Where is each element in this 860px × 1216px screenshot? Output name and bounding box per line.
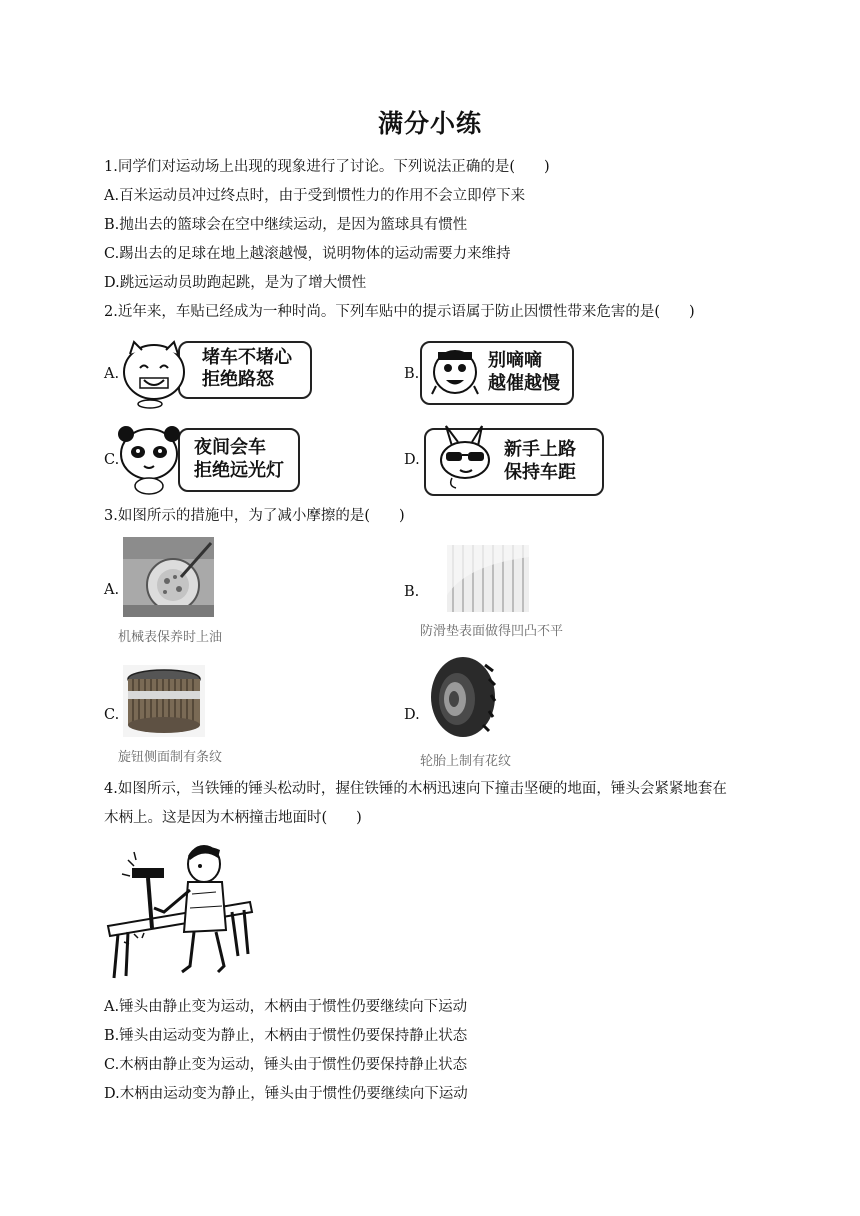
q3-caption-a: 机械表保养时上油	[118, 630, 223, 645]
q4-option-d: D.木柄由运动变为静止，锤头由于惯性仍要继续向下运动	[104, 1086, 468, 1102]
q3-option-a-label: A.	[104, 582, 120, 598]
cat-face-icon	[118, 336, 188, 410]
cartoon-face-icon	[428, 346, 484, 398]
q2-sticker-d-line1: 新手上路	[504, 439, 576, 460]
q2-stem: 2.近年来，车贴已经成为一种时尚。下列车贴中的提示语属于防止因惯性带来危害的是( )	[104, 304, 695, 320]
knob-photo	[123, 665, 205, 737]
q2-sticker-c	[178, 428, 300, 492]
q4-option-a: A.锤头由静止变为运动，木柄由于惯性仍要继续向下运动	[104, 999, 468, 1015]
q1-option-d: D.跳远运动员助跑起跳，是为了增大惯性	[104, 275, 367, 291]
q2-option-a-label: A.	[104, 366, 120, 382]
q2-sticker-c-line1: 夜间会车	[194, 437, 266, 458]
anti-slip-mat-photo	[447, 545, 529, 612]
q2-sticker-d-line2: 保持车距	[504, 462, 576, 483]
q3-stem: 3.如图所示的措施中，为了减小摩擦的是( )	[104, 508, 405, 524]
q4-option-c: C.木柄由静止变为运动，锤头由于惯性仍要保持静止状态	[104, 1057, 468, 1073]
q4-stem-line1: 4.如图所示，当铁锤的锤头松动时，握住铁锤的木柄迅速向下撞击坚硬的地面，锤头会紧紧地套在	[104, 781, 727, 797]
q4-option-b: B.锤头由运动变为静止，木柄由于惯性仍要保持静止状态	[104, 1028, 468, 1044]
q4-stem-line2: 木柄上。这是因为木柄撞击地面时( )	[104, 810, 362, 826]
q2-sticker-a	[178, 341, 312, 399]
q1-option-c: C.踢出去的足球在地上越滚越慢，说明物体的运动需要力来维持	[104, 246, 511, 262]
panda-face-icon	[116, 424, 182, 496]
q3-option-d-label: D.	[404, 707, 420, 723]
q2-sticker-a-line1: 堵车不堵心	[202, 347, 292, 368]
q2-sticker-b-line2: 越催越慢	[488, 373, 560, 394]
q2-option-b-label: B.	[404, 366, 420, 382]
page-title: 满分小练	[377, 109, 482, 138]
watch-oiling-photo	[123, 537, 214, 617]
q3-caption-b: 防滑垫表面做得凹凸不平	[420, 624, 564, 639]
q1-option-b: B.抛出去的篮球会在空中继续运动，是因为篮球具有惯性	[104, 217, 468, 233]
tire-photo	[425, 655, 497, 739]
q2-option-c-label: C.	[104, 452, 120, 468]
q2-option-d-label: D.	[404, 452, 420, 468]
q3-option-c-label: C.	[104, 707, 120, 723]
q2-sticker-a-line2: 拒绝路怒	[202, 369, 274, 390]
rabbit-sunglasses-icon	[432, 424, 498, 490]
q2-sticker-c-line2: 拒绝远光灯	[194, 460, 284, 481]
q3-caption-d: 轮胎上制有花纹	[420, 754, 512, 769]
q2-sticker-b-line1: 别嘀嘀	[488, 350, 542, 371]
q1-option-a: A.百米运动员冲过终点时，由于受到惯性力的作用不会立即停下来	[104, 188, 526, 204]
q3-option-b-label: B.	[404, 584, 420, 600]
hammer-man-illustration	[104, 838, 256, 984]
q1-stem: 1.同学们对运动场上出现的现象进行了讨论。下列说法正确的是( )	[104, 159, 550, 175]
q3-caption-c: 旋钮侧面制有条纹	[118, 750, 223, 765]
